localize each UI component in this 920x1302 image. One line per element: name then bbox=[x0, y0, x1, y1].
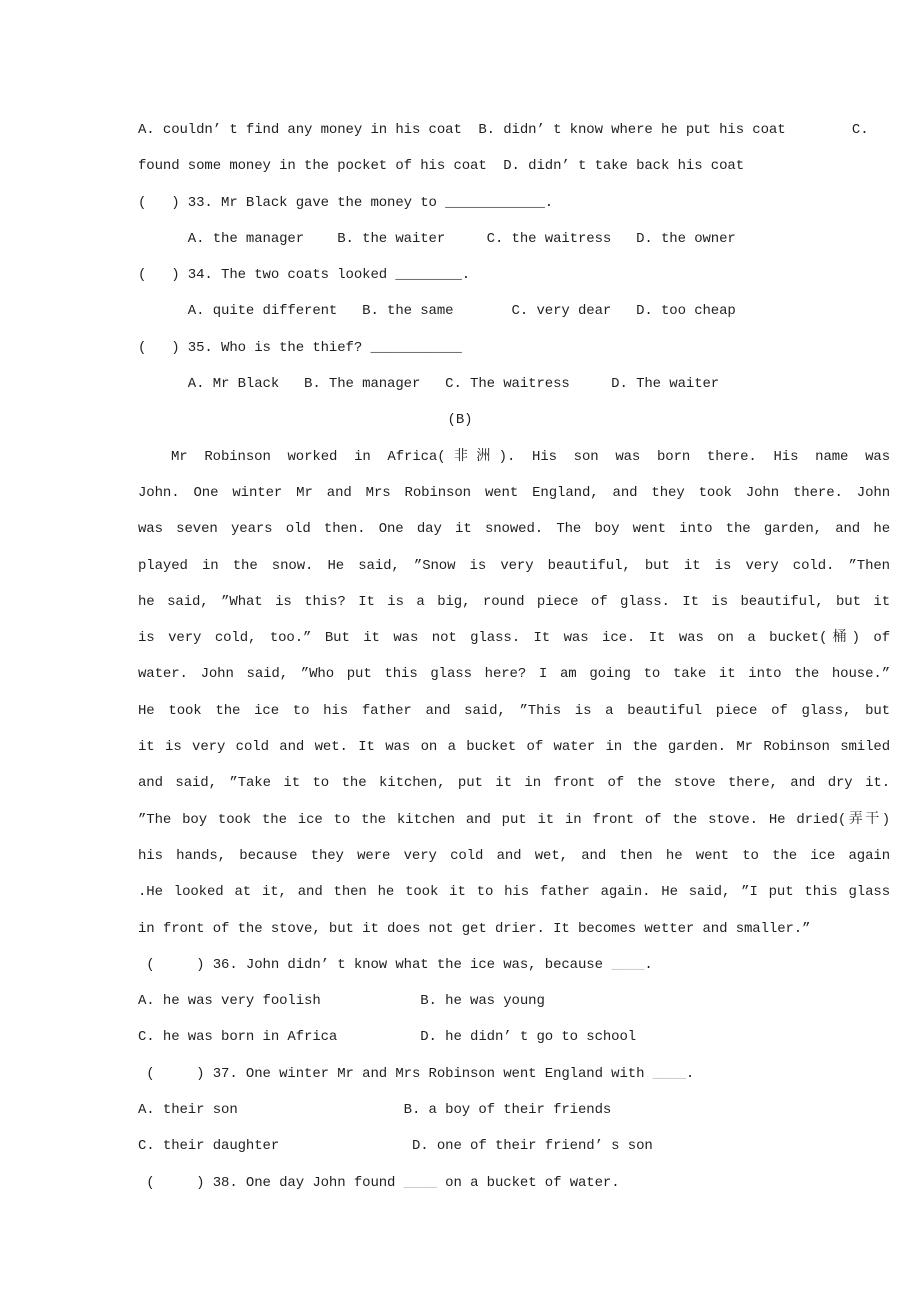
line-text: . bbox=[685, 1065, 695, 1082]
q34-options: A. quite different B. the same C. very dear D. too cheap bbox=[138, 303, 736, 320]
passage-b-line-4: played in the snow. He said, ”Snow is very beautiful, but it is very cold. ”Then bbox=[138, 557, 890, 574]
section-b-heading: (B) bbox=[447, 412, 473, 429]
passage-b-line-3: was seven years old then. One day it snowed. The boy went into the garden, and he bbox=[138, 521, 890, 538]
passage-b-line-5: he said, ”What is this? It is a big, round piece of glass. It is beautiful, but it bbox=[138, 593, 890, 610]
answer-blank: ____ bbox=[611, 956, 645, 973]
q32-options-cd: found some money in the pocket of his coat D. didn’ t take back his coat bbox=[138, 158, 745, 175]
answer-blank: ____ bbox=[403, 1174, 437, 1191]
q35-stem: ( ) 35. Who is the thief? ___________ bbox=[138, 339, 462, 356]
passage-b-line-10: and said, ”Take it to the kitchen, put it in front of the stove there, and dry it. bbox=[138, 775, 890, 792]
q34-stem: ( ) 34. The two coats looked ________. bbox=[138, 267, 471, 284]
line-text: ( ) 37. One winter Mr and Mrs Robinson went England with bbox=[138, 1065, 653, 1082]
q32-options-ab-c: A. couldn’ t find any money in his coat B. didn’ t know where he put his coat C. bbox=[138, 122, 869, 138]
q37-options-ab: A. their son B. a boy of their friends bbox=[138, 1102, 612, 1119]
q33-stem: ( ) 33. Mr Black gave the money to ____________. bbox=[138, 194, 554, 211]
passage-b-line-13: .He looked at it, and then he took it to his father again. He said, ”I put this glass bbox=[138, 884, 890, 901]
q36-options-cd: C. he was born in Africa D. he didn’ t go to school bbox=[138, 1029, 637, 1046]
q37-stem bbox=[138, 1056, 890, 1092]
q33-options: A. the manager B. the waiter C. the waitress D. the owner bbox=[138, 230, 736, 247]
passage-b-line-2: John. One winter Mr and Mrs Robinson went England, and they took John there. John bbox=[138, 484, 890, 501]
passage-b-line-8: He took the ice to his father and said, ”This is a beautiful piece of glass, but bbox=[138, 702, 890, 719]
q37-options-cd: C. their daughter D. one of their friend’ s son bbox=[138, 1138, 653, 1155]
passage-b-line-1: Mr Robinson worked in Africa(非洲). His son was born there. His name was bbox=[171, 448, 890, 465]
passage-b-line-6: is very cold, too.” But it was not glass. It was ice. It was on a bucket(桶) of bbox=[138, 630, 890, 647]
passage-b-line-9: it is very cold and wet. It was on a bucket of water in the garden. Mr Robinson smiled bbox=[138, 739, 890, 756]
line-text: ( ) 38. One day John found bbox=[138, 1174, 404, 1191]
passage-b-line-7: water. John said, ”Who put this glass here? I am going to take it into the house.” bbox=[138, 666, 890, 683]
line-text: ( ) 36. John didn’ t know what the ice was, because bbox=[138, 956, 612, 973]
line-text: on a bucket of water. bbox=[436, 1174, 620, 1191]
q38-stem bbox=[138, 1165, 890, 1201]
q35-options: A. Mr Black B. The manager C. The waitress D. The waiter bbox=[138, 376, 720, 393]
q36-stem bbox=[138, 947, 890, 983]
passage-b-line-12: his hands, because they were very cold and wet, and then he went to the ice again bbox=[138, 847, 890, 864]
text-column bbox=[138, 112, 890, 1201]
answer-blank: ____ bbox=[652, 1065, 686, 1082]
passage-b-line-11: ”The boy took the ice to the kitchen and put it in front of the stove. He dried(弄干) bbox=[138, 811, 890, 828]
line-text: . bbox=[644, 956, 653, 973]
q36-options-ab: A. he was very foolish B. he was young bbox=[138, 993, 545, 1010]
passage-b-line-14: in front of the stove, but it does not get drier. It becomes wetter and smaller.” bbox=[138, 920, 811, 937]
